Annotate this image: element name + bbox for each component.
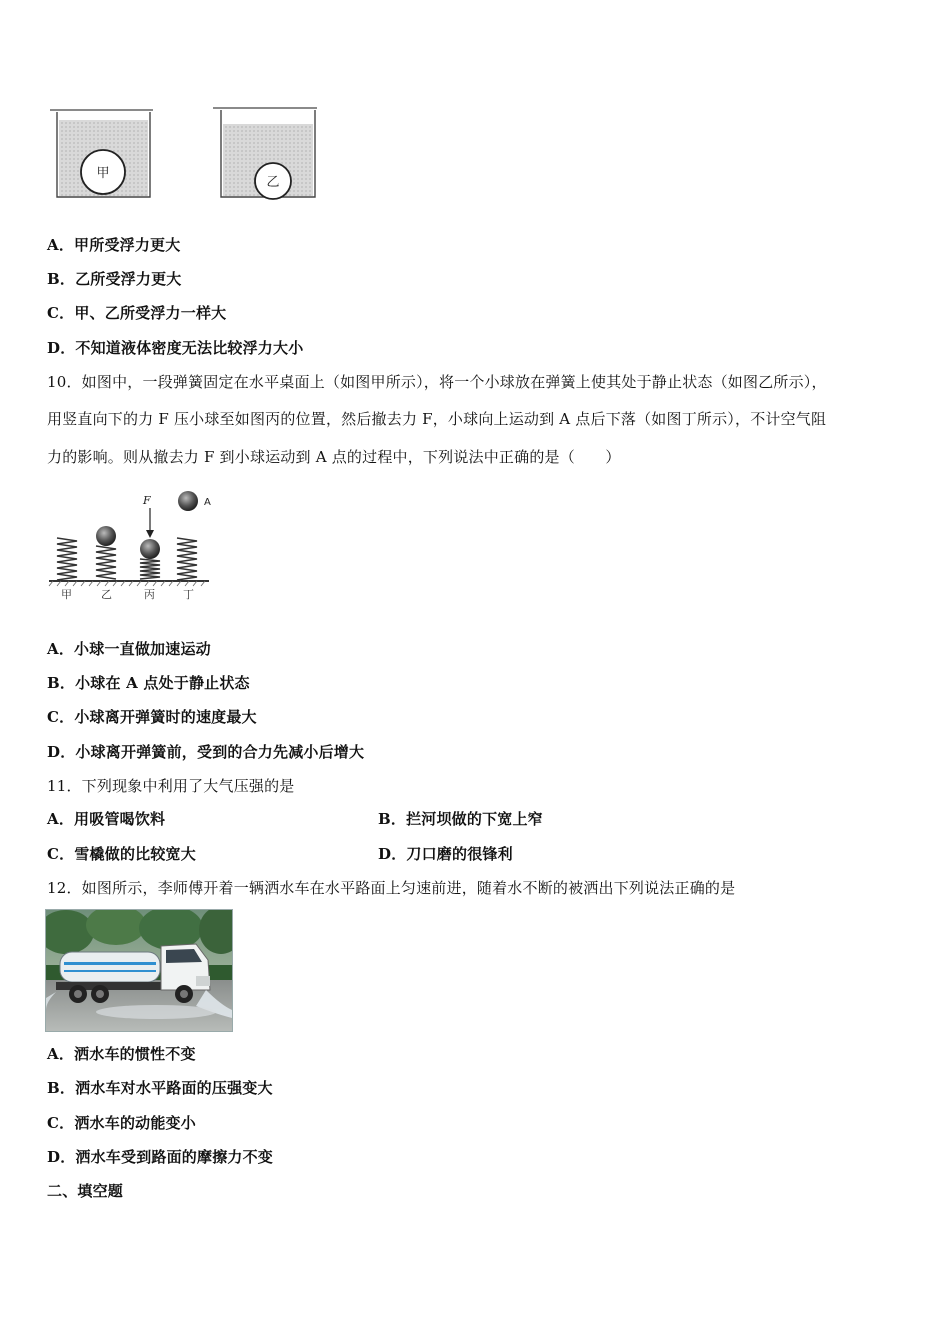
- spring-figure: [47, 488, 217, 603]
- spring-bing: [140, 559, 160, 579]
- q9-option-b: B．乙所受浮力更大: [47, 270, 182, 288]
- q10-stem-line-1: 10．如图中，一段弹簧固定在水平桌面上（如图甲所示），将一个小球放在弹簧上使其处于静止状态（如图乙所示），: [47, 373, 827, 391]
- q12-option-b: B．洒水车对水平路面的压强变大: [47, 1079, 273, 1097]
- q12-option-d: D．洒水车受到路面的摩擦力不变: [47, 1148, 274, 1166]
- figure-label-bing: 丙: [144, 588, 155, 601]
- ball-label-yi: 乙: [266, 175, 280, 190]
- ball-bing: [140, 539, 160, 559]
- q9-option-a: A．甲所受浮力更大: [47, 236, 181, 254]
- ball-label-jia: 甲: [96, 166, 110, 181]
- q12-option-a: A．洒水车的惯性不变: [47, 1045, 196, 1063]
- figure-label-ding: 丁: [183, 588, 194, 601]
- beaker-jia: [50, 110, 153, 197]
- spring-jia: [57, 538, 77, 580]
- q11-option-d: D．刀口磨的很锋利: [378, 845, 513, 863]
- sprinkler-truck-photo: [45, 909, 233, 1032]
- q11-stem: 11．下列现象中利用了大气压强的是: [47, 777, 295, 795]
- q10-option-a: A．小球一直做加速运动: [47, 640, 211, 658]
- beakers-figure: [45, 102, 325, 202]
- q11-option-a: A．用吸管喝饮料: [47, 810, 166, 828]
- point-a-label: A: [204, 497, 211, 508]
- ball-ding: [178, 491, 198, 511]
- q11-option-b: B．拦河坝做的下宽上窄: [378, 810, 543, 828]
- spring-yi: [96, 546, 116, 579]
- q10-option-c: C．小球离开弹簧时的速度最大: [47, 708, 257, 726]
- q10-option-d: D．小球离开弹簧前，受到的合力先减小后增大: [47, 743, 365, 761]
- beaker-yi: [213, 108, 317, 199]
- section-title: 二、填空题: [47, 1182, 124, 1200]
- ball-yi: [96, 526, 116, 546]
- q10-stem-line-2: 用竖直向下的力 F 压小球至如图丙的位置，然后撤去力 F，小球向上运动到 A 点后下落（如图丁所示），不计空气阻: [47, 410, 827, 428]
- force-label: F: [143, 494, 151, 507]
- figure-label-jia: 甲: [61, 588, 72, 601]
- q10-option-b: B．小球在 A 点处于静止状态: [47, 674, 250, 692]
- spring-ding: [177, 538, 197, 580]
- q12-option-c: C．洒水车的动能变小: [47, 1114, 196, 1132]
- q9-option-c: C．甲、乙所受浮力一样大: [47, 304, 227, 322]
- q12-stem: 12．如图所示，李师傅开着一辆洒水车在水平路面上匀速前进，随着水不断的被洒出下列说法正确的是: [47, 879, 736, 897]
- figure-label-yi: 乙: [101, 588, 112, 601]
- q10-stem-line-3: 力的影响。则从撤去力 F 到小球运动到 A 点的过程中，下列说法中正确的是（ ）: [47, 448, 621, 466]
- q11-option-c: C．雪橇做的比较宽大: [47, 845, 196, 863]
- q9-option-d: D．不知道液体密度无法比较浮力大小: [47, 339, 304, 357]
